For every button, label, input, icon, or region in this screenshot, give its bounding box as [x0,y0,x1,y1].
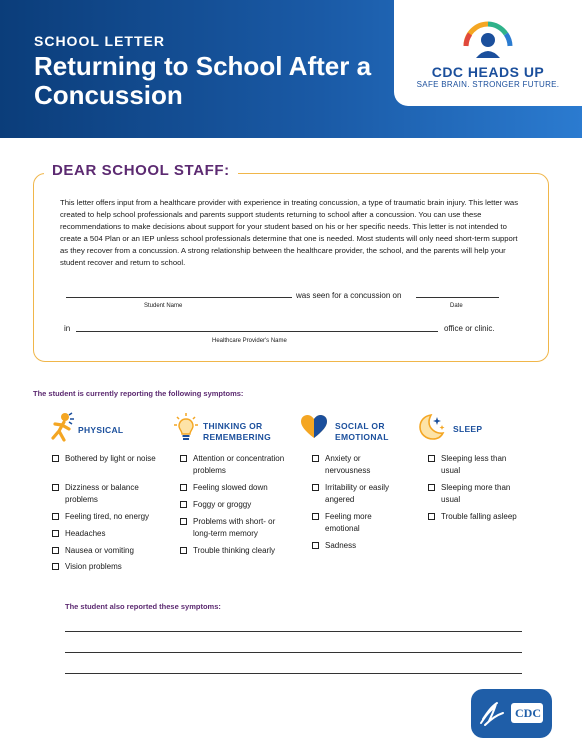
checkbox[interactable] [52,484,59,491]
also-reported-line-2[interactable] [65,652,522,653]
category-social-title: SOCIAL OR EMOTIONAL [335,421,389,442]
symptom-item[interactable]: Feeling more emotional [325,511,395,535]
checkbox[interactable] [180,547,187,554]
heads-up-logo-icon [460,12,516,64]
page-title: Returning to School After a Concussion [34,51,372,110]
checkbox[interactable] [312,513,319,520]
checkbox[interactable] [52,547,59,554]
checkbox[interactable] [180,501,187,508]
symptom-item[interactable]: Vision problems [65,561,157,573]
checkbox[interactable] [428,455,435,462]
lightbulb-icon [174,412,198,442]
cdc-logo-text: CDC [515,706,541,720]
symptom-item[interactable]: Feeling slowed down [193,482,293,494]
checkbox[interactable] [180,484,187,491]
heart-icon [300,414,328,440]
checkbox[interactable] [312,455,319,462]
checkbox[interactable] [428,484,435,491]
symptom-item[interactable]: Anxiety or nervousness [325,453,405,477]
cdc-hhs-logo [471,689,552,738]
document-eyebrow: SCHOOL LETTER [34,33,165,49]
symptoms-prompt: The student is currently reporting the following symptoms: [33,389,244,398]
symptom-item[interactable]: Problems with short- or long-term memory [193,516,283,540]
student-name-field[interactable] [66,297,292,298]
checkbox[interactable] [52,455,59,462]
category-sleep-title: SLEEP [453,424,483,434]
provider-name-field[interactable] [76,331,438,332]
office-or-clinic-text: office or clinic. [444,324,495,333]
checkbox[interactable] [180,455,187,462]
symptom-item[interactable]: Irritability or easily angered [325,482,405,506]
checkbox[interactable] [428,513,435,520]
symptom-item[interactable]: Dizziness or balance problems [65,482,157,506]
logo-name: CDC HEADS UP [431,64,545,80]
symptom-item[interactable]: Sleeping less than usual [441,453,521,477]
checkbox[interactable] [312,542,319,549]
checkbox[interactable] [52,563,59,570]
checkbox[interactable] [180,518,187,525]
symptom-item[interactable]: Trouble falling asleep [441,511,521,523]
date-field[interactable] [416,297,499,298]
category-thinking-title: THINKING OR REMEMBERING [203,421,271,442]
heads-up-logo [394,0,582,106]
in-label: in [64,324,71,333]
checkbox[interactable] [52,530,59,537]
provider-name-label: Healthcare Provider's Name [212,338,287,344]
checkbox[interactable] [312,484,319,491]
date-label: Date [450,303,463,309]
checkbox[interactable] [52,513,59,520]
symptom-item[interactable]: Feeling tired, no energy [65,511,165,523]
staff-heading: DEAR SCHOOL STAFF: [44,162,238,179]
logo-tagline: SAFE BRAIN. STRONGER FUTURE. [416,80,560,89]
symptom-item[interactable]: Trouble thinking clearly [193,545,293,557]
category-physical-title: PHYSICAL [78,425,124,435]
moon-stars-icon [417,413,447,441]
physical-person-icon [49,412,75,442]
symptom-item[interactable]: Headaches [65,528,157,540]
symptom-item[interactable]: Sleeping more than usual [441,482,511,506]
student-name-label: Student Name [144,303,183,309]
symptom-item[interactable]: Sadness [325,540,405,552]
symptom-item[interactable]: Nausea or vomiting [65,545,157,557]
also-reported-prompt: The student also reported these symptoms: [65,602,221,611]
also-reported-line-3[interactable] [65,673,522,674]
also-reported-line-1[interactable] [65,631,522,632]
symptom-item[interactable]: Attention or concentration problems [193,453,293,477]
symptom-item[interactable]: Bothered by light or noise [65,453,157,465]
symptom-item[interactable]: Foggy or groggy [193,499,293,511]
letter-body: This letter offers input from a healthcare provider with experience in treating concussion, a type of traumatic brain injury. This letter was created to help school professionals and parents support students returning to school after a concussion. You can use these recommendations to make decisions about support for your student based on his or her specific needs. This letter is not intended to create a 504 Plan or an IEP unless school professionals determine that one is needed. Most students will only need short-term support as they recover from a concussion. A strong relationship between the healthcare provider, the school, and the parents will help your student recover and return to school. [60,198,519,267]
seen-for-concussion-text: was seen for a concussion on [296,291,402,300]
